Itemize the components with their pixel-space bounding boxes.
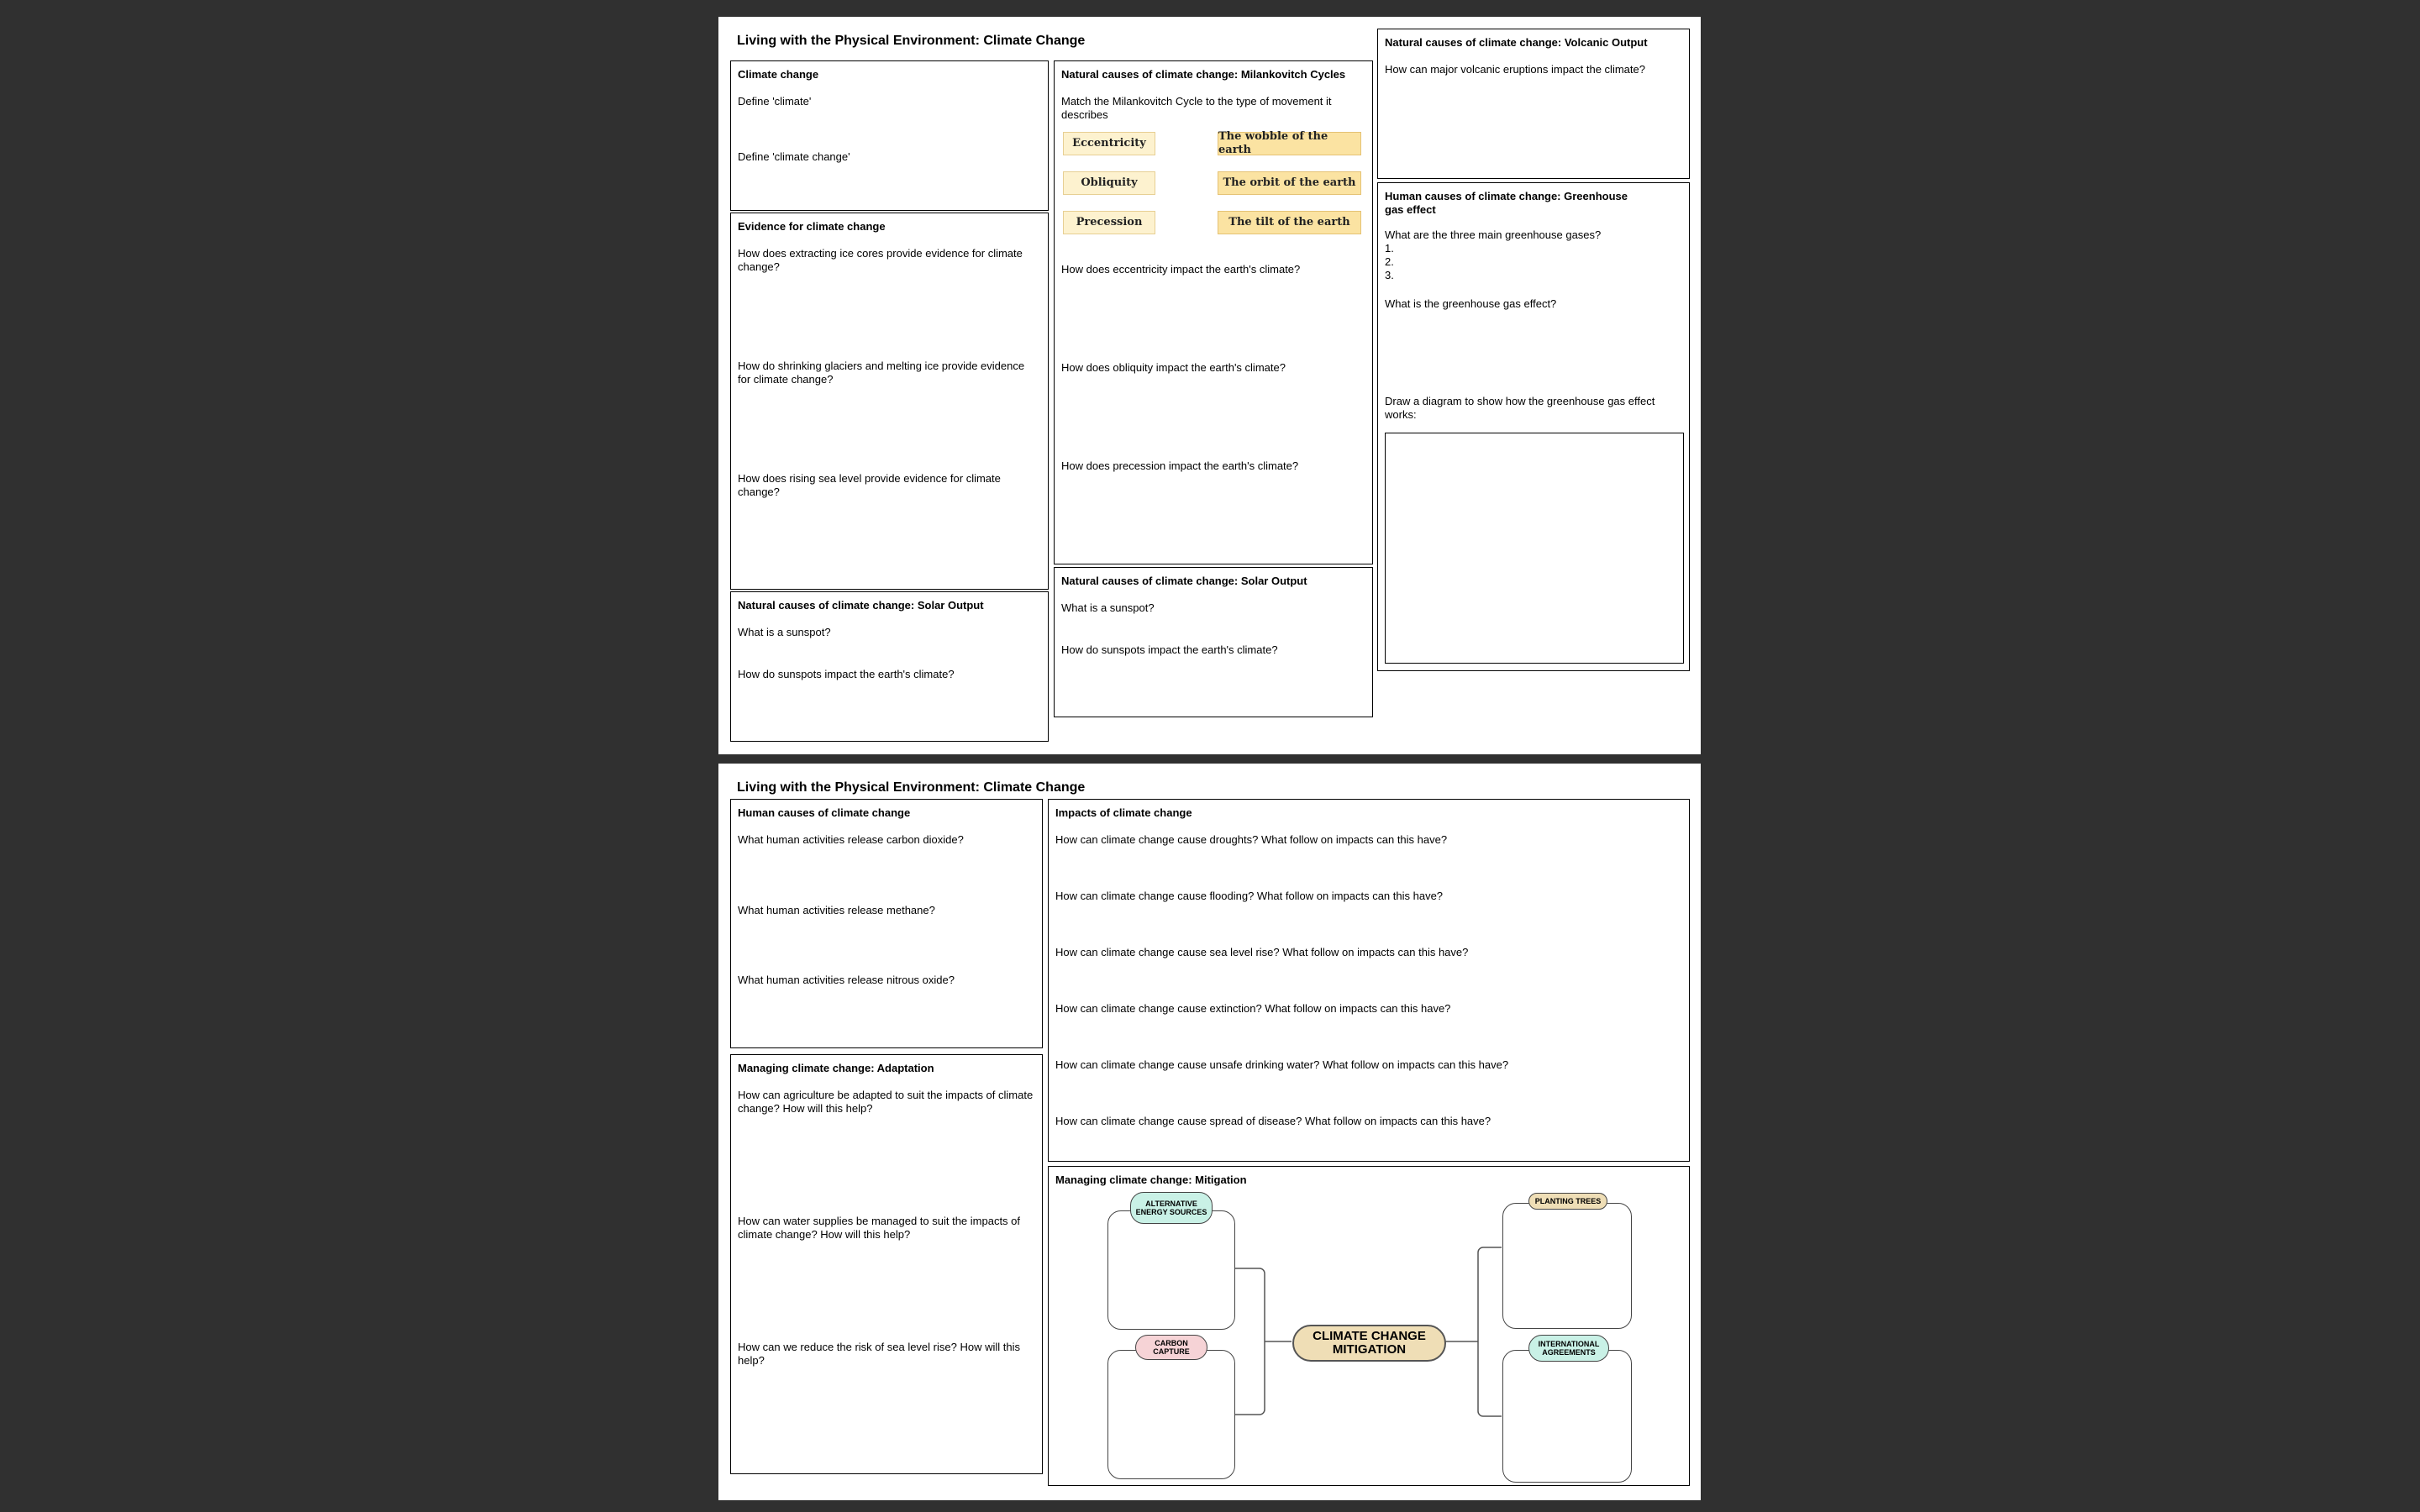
impacts-section <box>1048 799 1690 1162</box>
question-sea-level: How does rising sea level provide evidence for climate change? <box>738 472 1001 498</box>
section-heading: Natural causes of climate change: Solar Output <box>738 599 984 612</box>
milankovitch-instruction: Match the Milankovitch Cycle to the type of movement it describes <box>1061 95 1332 121</box>
section-heading: Human causes of climate change: Greenhouse gas effect <box>1385 190 1628 216</box>
worksheet-page-2 <box>718 764 1701 1500</box>
movement-card-tilt[interactable]: The tilt of the earth <box>1218 211 1361 234</box>
human-causes-section <box>730 799 1043 1048</box>
international-agreements-answer-box[interactable] <box>1502 1350 1632 1483</box>
question-sunspots-impact: How do sunspots impact the earth's climate? <box>1061 643 1278 656</box>
question-obliquity: How does obliquity impact the earth's climate? <box>1061 361 1286 374</box>
mitigation-section <box>1048 1166 1690 1486</box>
climate-change-section <box>730 60 1049 211</box>
greenhouse-gas-section <box>1377 182 1690 671</box>
planting-trees-answer-box[interactable] <box>1502 1203 1632 1329</box>
diagram-drawing-area[interactable] <box>1385 433 1684 664</box>
solar-output-section-left <box>730 591 1049 742</box>
evidence-section <box>730 213 1049 590</box>
question-define-climate: Define 'climate' <box>738 95 812 108</box>
question-precession: How does precession impact the earth's climate? <box>1061 459 1299 472</box>
question-water-supplies: How can water supplies be managed to suit the impacts of climate change? How will this help? <box>738 1215 1021 1241</box>
carbon-capture-answer-box[interactable] <box>1107 1350 1235 1479</box>
milankovitch-section <box>1054 60 1373 564</box>
adaptation-section <box>730 1054 1043 1474</box>
question-sea-level-risk: How can we reduce the risk of sea level rise? How will this help? <box>738 1341 1020 1367</box>
question-sea-level-rise: How can climate change cause sea level rise? What follow on impacts can this have? <box>1055 946 1469 958</box>
question-greenhouse-effect: What is the greenhouse gas effect? <box>1385 297 1557 310</box>
question-flooding: How can climate change cause flooding? What follow on impacts can this have? <box>1055 890 1444 902</box>
question-droughts: How can climate change cause droughts? What follow on impacts can this have? <box>1055 833 1448 846</box>
answer-line-1: 1. <box>1385 242 1394 255</box>
section-heading: Natural causes of climate change: Milankovitch Cycles <box>1061 68 1346 81</box>
volcanic-output-section <box>1377 29 1690 179</box>
alternative-energy-answer-box[interactable] <box>1107 1210 1235 1330</box>
question-sunspot: What is a sunspot? <box>1061 601 1155 614</box>
solar-output-section-middle <box>1054 567 1373 717</box>
international-agreements-label: INTERNATIONAL AGREEMENTS <box>1528 1335 1609 1362</box>
section-heading: Evidence for climate change <box>738 220 886 233</box>
question-volcanic-eruptions: How can major volcanic eruptions impact the climate? <box>1385 63 1645 76</box>
question-extinction: How can climate change cause extinction? What follow on impacts can this have? <box>1055 1002 1451 1015</box>
movement-card-wobble[interactable]: The wobble of the earth <box>1218 132 1361 155</box>
question-sunspot: What is a sunspot? <box>738 626 831 638</box>
section-heading: Climate change <box>738 68 819 81</box>
question-greenhouse-gases: What are the three main greenhouse gases? <box>1385 228 1602 241</box>
planting-trees-label: PLANTING TREES <box>1528 1193 1607 1210</box>
question-methane: What human activities release methane? <box>738 904 935 916</box>
movement-card-orbit[interactable]: The orbit of the earth <box>1218 171 1361 195</box>
question-glaciers: How do shrinking glaciers and melting ice provide evidence for climate change? <box>738 360 1025 386</box>
alternative-energy-label: ALTERNATIVE ENERGY SOURCES <box>1130 1192 1213 1224</box>
question-sunspots-impact: How do sunspots impact the earth's climate? <box>738 668 955 680</box>
section-heading: Natural causes of climate change: Volcanic Output <box>1385 36 1648 49</box>
question-nitrous-oxide: What human activities release nitrous oxide? <box>738 974 955 986</box>
worksheet-page-1 <box>718 17 1701 754</box>
question-define-climate-change: Define 'climate change' <box>738 150 850 163</box>
section-heading: Managing climate change: Mitigation <box>1055 1173 1247 1186</box>
section-heading: Human causes of climate change <box>738 806 911 819</box>
question-draw-diagram: Draw a diagram to show how the greenhouse gas effect works: <box>1385 395 1655 421</box>
page-title: Living with the Physical Environment: Climate Change <box>737 780 1086 795</box>
cycle-card-precession[interactable]: Precession <box>1063 211 1155 234</box>
answer-line-2: 2. <box>1385 255 1394 268</box>
section-heading: Impacts of climate change <box>1055 806 1192 819</box>
question-ice-cores: How does extracting ice cores provide evidence for climate change? <box>738 247 1023 273</box>
section-heading: Natural causes of climate change: Solar Output <box>1061 575 1307 587</box>
cycle-card-obliquity[interactable]: Obliquity <box>1063 171 1155 195</box>
question-drinking-water: How can climate change cause unsafe drinking water? What follow on impacts can this have? <box>1055 1058 1509 1071</box>
carbon-capture-label: CARBON CAPTURE <box>1135 1335 1207 1360</box>
mitigation-center-label: CLIMATE CHANGE MITIGATION <box>1292 1325 1446 1362</box>
cycle-card-eccentricity[interactable]: Eccentricity <box>1063 132 1155 155</box>
question-agriculture: How can agriculture be adapted to suit the impacts of climate change? How will this help? <box>738 1089 1034 1115</box>
question-carbon-dioxide: What human activities release carbon dioxide? <box>738 833 964 846</box>
answer-line-3: 3. <box>1385 269 1394 281</box>
section-heading: Managing climate change: Adaptation <box>738 1062 934 1074</box>
page-title: Living with the Physical Environment: Climate Change <box>737 34 1086 48</box>
question-eccentricity: How does eccentricity impact the earth's climate? <box>1061 263 1301 276</box>
question-disease: How can climate change cause spread of disease? What follow on impacts can this have? <box>1055 1115 1491 1127</box>
